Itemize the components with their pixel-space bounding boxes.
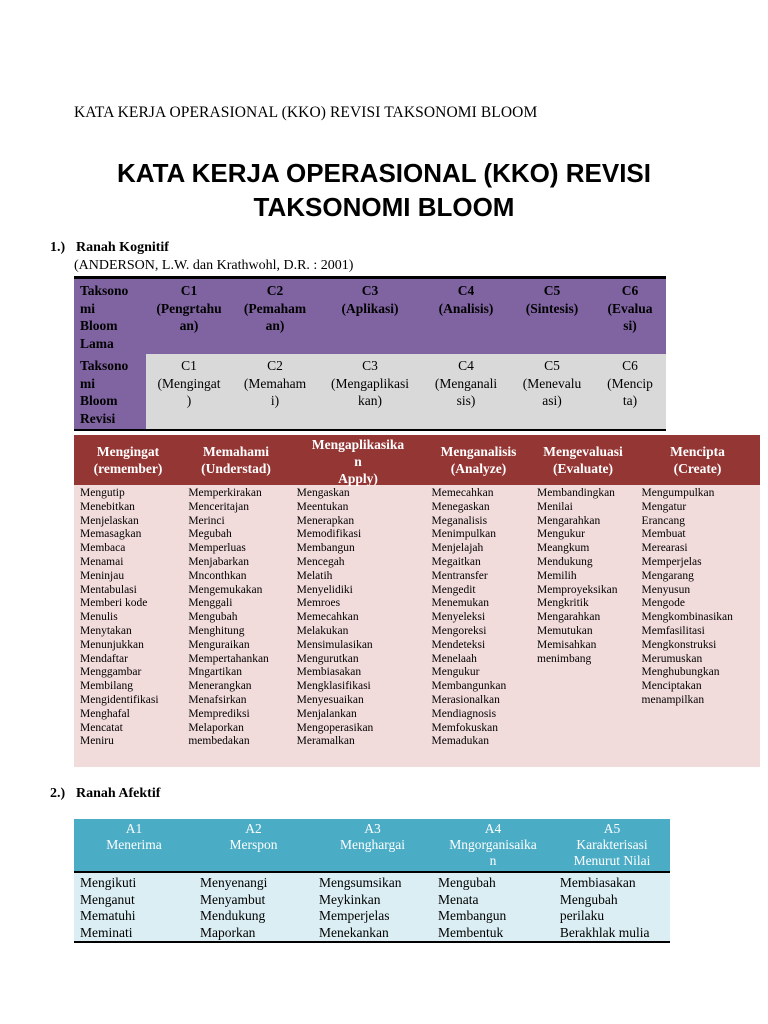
list-item: Melatih [296, 569, 333, 582]
list-item: Menyenangi [199, 875, 268, 890]
header-a3: A3 Menghargai [340, 821, 405, 852]
list-item: Mendaftar [80, 652, 128, 665]
cell-c6-old: C6 (Evalua si) [594, 278, 666, 355]
header-menganalisis: Menganalisis (Analyze) [440, 444, 517, 476]
list-item: Mematuhi [80, 908, 136, 924]
list-item: Membandingkan [537, 487, 615, 499]
list-item: Membangun [437, 908, 507, 924]
list-item: Mentabulasi [80, 583, 137, 596]
list-item: Membangun [296, 542, 355, 555]
section-2-heading [50, 786, 160, 802]
cell-c4-revised: C4 (Menganali sis) [422, 354, 510, 430]
cell-c2-revised: C2 (Memaham i) [232, 354, 318, 430]
list-item: Menghitung [188, 624, 245, 637]
list-item: Menata [437, 891, 479, 907]
table-row-revised-taxonomy [74, 354, 666, 430]
list-item: Memberi kode [80, 597, 148, 610]
row-header-revised: Taksono mi Bloom Revisi [74, 354, 146, 430]
list-item: Menghafal [80, 707, 130, 720]
list-item: Meykinkan [318, 891, 381, 907]
list-item: Membiasakan [559, 875, 636, 890]
cognitive-verbs-table [74, 435, 760, 767]
section-1-source: (ANDERSON, L.W. dan Krathwohl, D.R. : 2001) [74, 258, 354, 273]
cell-c5-revised: C5 (Menevalu asi) [510, 354, 594, 430]
header-a5: A5 Karakterisasi Menurut Nilai [573, 821, 651, 868]
list-item: Mengutip [80, 487, 125, 499]
list-item: Memprediksi [188, 707, 250, 720]
verb-list-a1 [74, 873, 194, 941]
cell-c5-old: C5 (Sintesis) [510, 278, 594, 355]
list-item: Menguraikan [188, 638, 250, 651]
list-item: Mengidentifikasi [80, 693, 159, 706]
verb-list-a5 [554, 873, 670, 941]
header-a1: A1 Menerima [106, 821, 162, 852]
cell-c3-revised: C3 (Mengaplikasi kan) [318, 354, 422, 430]
list-item: Merinci [188, 514, 225, 527]
list-item: Megubah [188, 528, 232, 541]
list-item: Mencegah [296, 555, 345, 568]
list-item: Mnconthkan [188, 569, 247, 582]
list-item: Meniru [80, 735, 114, 748]
list-item: Menilai [537, 500, 573, 513]
list-item: Memfokuskan [431, 721, 498, 734]
list-item: Mengumpulkan [641, 487, 715, 499]
list-item: Memproyeksikan [537, 583, 618, 596]
list-item: Meminati [80, 924, 133, 940]
list-item: Mengukur [537, 528, 585, 541]
list-item: Melaporkan [188, 721, 244, 734]
list-item: Mengarang [641, 569, 694, 582]
list-item: Mengarahkan [537, 611, 601, 624]
verb-list-mengingat [74, 485, 182, 767]
list-item: Menemukan [431, 597, 489, 610]
list-item: Mendukung [199, 908, 266, 924]
list-item: Memperluas [188, 542, 246, 555]
list-item: Meangkum [537, 542, 590, 555]
verb-list-a3 [313, 873, 432, 941]
list-item: Mengoreksi [431, 624, 487, 637]
list-item: Menafsirkan [188, 693, 247, 706]
list-item: Merumuskan [641, 652, 703, 665]
list-item: Mentransfer [431, 569, 488, 582]
list-item: Merearasi [641, 542, 688, 555]
list-item: Menamai [80, 555, 124, 568]
section-1-heading [50, 240, 169, 256]
list-item: Memodifikasi [296, 528, 362, 541]
document-title-main [0, 156, 768, 224]
cognitive-verbs-body [74, 485, 760, 767]
list-item: Memperkirakan [188, 487, 262, 499]
header-mengaplikasikan: Mengaplikasika n Apply) [311, 437, 405, 486]
list-item: Maporkan [199, 924, 256, 940]
header-a4: A4 Mngorganisaika n [449, 821, 537, 868]
list-item: Mengubah [188, 611, 238, 624]
list-item: Menimpulkan [431, 528, 497, 541]
list-item: Membuat [641, 528, 686, 541]
section-2-label: Ranah Afektif [76, 786, 161, 801]
header-mengevaluasi: Mengevaluasi (Evaluate) [543, 444, 623, 476]
verb-list-mengevaluasi [531, 485, 636, 767]
list-item: Meninjau [80, 569, 125, 582]
cell-c6-revised: C6 (Mencip ta) [594, 354, 666, 430]
list-item: Mengemukakan [188, 583, 263, 596]
list-item: Mengkritik [537, 597, 589, 610]
header-memahami: Memahami (Understad) [201, 444, 271, 476]
header-mengingat: Mengingat (remember) [93, 444, 163, 476]
list-item: Menjalankan [296, 707, 357, 720]
cognitive-verbs-header [74, 435, 760, 485]
list-item: Erancang [641, 514, 685, 527]
list-item: Menunjukkan [80, 638, 144, 651]
list-item: Membiasakan [296, 666, 362, 679]
affective-verbs-header [74, 819, 670, 873]
list-item: Mencatat [80, 721, 123, 734]
affective-verbs-table [74, 819, 670, 943]
list-item: Mendukung [537, 555, 593, 568]
list-item: Mengode [641, 597, 685, 610]
cell-c4-old: C4 (Analisis) [422, 278, 510, 355]
list-item: Membaca [80, 542, 126, 555]
list-item: Menciptakan [641, 680, 702, 693]
verb-list-menganalisis [426, 485, 531, 767]
verb-list-a2 [194, 873, 313, 941]
list-item: Mengedit [431, 583, 476, 596]
taxonomy-comparison-table [74, 276, 666, 431]
list-item: Mengkonstruksi [641, 638, 717, 651]
list-item: Mengukur [431, 666, 480, 679]
list-item: Menytakan [80, 624, 132, 637]
list-item: membedakan [188, 735, 250, 748]
cell-c3-old: C3 (Aplikasi) [318, 278, 422, 355]
list-item: Memasagkan [80, 528, 142, 541]
list-item: perilaku [559, 908, 605, 924]
list-item: Memecahkan [296, 611, 359, 624]
list-item: menimbang [537, 652, 592, 665]
verb-list-mencipta [636, 485, 760, 767]
list-item: Memutukan [537, 624, 593, 637]
list-item: Meganalisis [431, 514, 488, 527]
list-item: Menyambut [199, 891, 266, 907]
list-item: Menelaah [431, 652, 477, 665]
header-a2: A2 Merspon [229, 821, 278, 852]
list-item: Menggali [188, 597, 233, 610]
list-item: menampilkan [641, 693, 705, 706]
list-item: Menebitkan [80, 500, 135, 513]
list-item: Memfasilitasi [641, 624, 705, 637]
list-item: Mengubah [437, 875, 496, 890]
list-item: Megaitkan [431, 555, 481, 568]
cell-c2-old: C2 (Pemaham an) [232, 278, 318, 355]
list-item: Menggambar [80, 666, 142, 679]
list-item: Mensimulasikan [296, 638, 373, 651]
affective-verbs-body [74, 873, 670, 943]
list-item: Menjabarkan [188, 555, 249, 568]
list-item: Mendiagnosis [431, 707, 497, 720]
verb-list-mengaplikasikan [291, 485, 426, 767]
list-item: Menerapkan [296, 514, 355, 527]
table-row-old-taxonomy [74, 278, 666, 355]
title-line-2: TAKSONOMI BLOOM [253, 192, 515, 222]
list-item: Menyusun [641, 583, 691, 596]
section-1-number: 1.) [50, 240, 66, 255]
list-item: Mendeteksi [431, 638, 486, 651]
list-item: Menyelidiki [296, 583, 353, 596]
list-item: Mengkombinasikan [641, 611, 733, 624]
title-line-1: KATA KERJA OPERASIONAL (KKO) REVISI [116, 158, 651, 188]
verb-list-a4 [432, 873, 554, 941]
row-header-old: Taksono mi Bloom Lama [74, 278, 146, 355]
list-item: Memperjelas [318, 908, 390, 924]
list-item: Menganut [80, 891, 135, 907]
list-item: Menekankan [318, 924, 389, 940]
list-item: Melakukan [296, 624, 349, 637]
section-2-number: 2.) [50, 786, 66, 801]
header-mencipta: Mencipta (Create) [670, 444, 725, 476]
list-item: Mengoperasikan [296, 721, 374, 734]
list-item: Menghubungkan [641, 666, 720, 679]
section-1-label: Ranah Kognitif [76, 240, 169, 255]
list-item: Memisahkan [537, 638, 597, 651]
list-item: Memilih [537, 569, 577, 582]
list-item: Menulis [80, 611, 118, 624]
list-item: Mengubah [559, 891, 618, 907]
list-item: Mengarahkan [537, 514, 601, 527]
cell-c1-old: C1 (Pengrtahu an) [146, 278, 232, 355]
list-item: Membentuk [437, 924, 504, 940]
list-item: Mengatur [641, 500, 687, 513]
list-item: Memadukan [431, 735, 489, 748]
list-item: Membangunkan [431, 680, 507, 693]
list-item: Menceritajan [188, 500, 249, 513]
list-item: Meentukan [296, 500, 349, 513]
list-item: Menjelaskan [80, 514, 139, 527]
list-item: Menyeleksi [431, 611, 486, 624]
list-item: Mengklasifikasi [296, 680, 371, 693]
list-item: Mempertahankan [188, 652, 269, 665]
list-item: Menjelajah [431, 542, 484, 555]
list-item: Mengikuti [80, 875, 137, 890]
list-item: Mengsumsikan [318, 875, 402, 890]
verb-list-memahami [182, 485, 290, 767]
list-item: Memperjelas [641, 555, 702, 568]
list-item: Mengaskan [296, 487, 350, 499]
list-item: Menegaskan [431, 500, 490, 513]
list-item: Mengurutkan [296, 652, 359, 665]
list-item: Meramalkan [296, 735, 355, 748]
list-item: Mngartikan [188, 666, 242, 679]
cell-c1-revised: C1 (Mengingat ) [146, 354, 232, 430]
list-item: Berakhlak mulia [559, 924, 650, 940]
list-item: Memroes [296, 597, 341, 610]
list-item: Menyesuaikan [296, 693, 364, 706]
document-title-small: KATA KERJA OPERASIONAL (KKO) REVISI TAKSONOMI BLOOM [74, 104, 538, 121]
list-item: Merasionalkan [431, 693, 500, 706]
list-item: Membilang [80, 680, 134, 693]
list-item: Menerangkan [188, 680, 252, 693]
list-item: Memecahkan [431, 487, 494, 499]
